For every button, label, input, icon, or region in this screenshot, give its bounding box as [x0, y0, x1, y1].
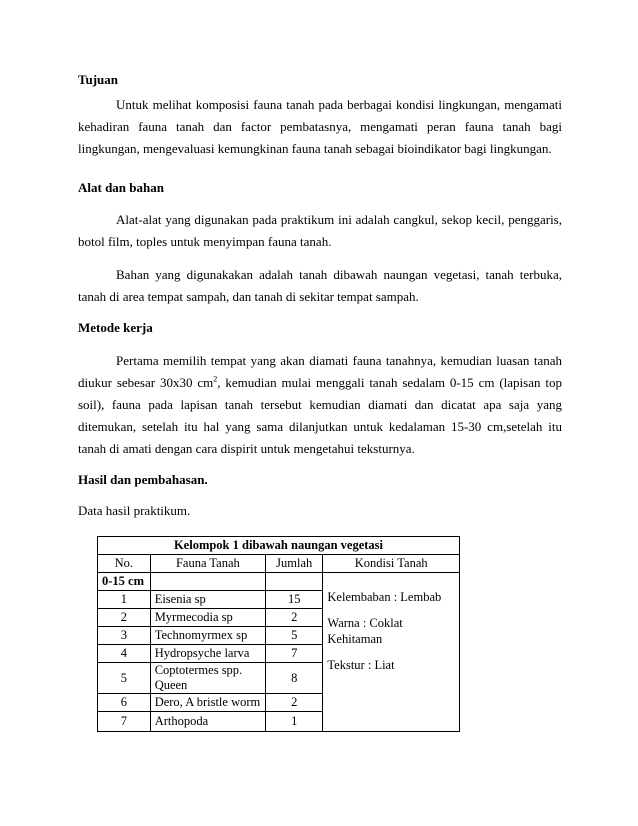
row-jumlah: 7 [266, 645, 323, 663]
kondisi-tekstur: Tekstur : Liat [327, 658, 395, 672]
metode-superscript: 2 [213, 374, 218, 384]
row-jumlah: 5 [266, 627, 323, 645]
row-jumlah: 2 [266, 609, 323, 627]
kondisi-tanah-cell [323, 573, 460, 732]
column-header-no: No. [98, 555, 151, 573]
depth-label: 0-15 cm [98, 573, 151, 591]
row-fauna: Myrmecodia sp [150, 609, 265, 627]
table-title: Kelompok 1 dibawah naungan vegetasi [98, 537, 460, 555]
heading-tujuan: Tujuan [78, 72, 118, 87]
paragraph-bahan: Bahan yang digunakakan adalah tanah dibawah naungan vegetasi, tanah terbuka, tanah di area tempat sampah, dan tanah di sekitar tempat sampah. [78, 267, 562, 304]
column-header-kondisi: Kondisi Tanah [323, 555, 460, 573]
row-no: 6 [98, 694, 151, 712]
heading-alat-bahan: Alat dan bahan [78, 180, 164, 195]
row-no: 7 [98, 712, 151, 732]
row-fauna: Coptotermes spp. Queen [150, 663, 265, 694]
paragraph-tujuan: Untuk melihat komposisi fauna tanah pada berbagai kondisi lingkungan, mengamati kehadiran fauna tanah dan factor pembatasnya, mengamati peran fauna tanah bagi lingkungan, mengevaluasi kemungkinan fauna tanah sebagai bioindikator bagi lingkungan. [78, 97, 562, 156]
row-no: 4 [98, 645, 151, 663]
heading-hasil: Hasil dan pembahasan. [78, 472, 208, 487]
subtitle-data-hasil: Data hasil praktikum. [78, 503, 191, 518]
row-fauna: Dero, A bristle worm [150, 694, 265, 712]
paragraph-metode [78, 350, 562, 460]
column-header-jumlah: Jumlah [266, 555, 323, 573]
metode-text-a: Pertama memilih tempat yang akan diamati fauna tanahnya, kemudian luasan tanah diukur sebesar 30x30 cm [78, 353, 562, 390]
row-fauna: Hydropsyche larva [150, 645, 265, 663]
heading-metode-kerja: Metode kerja [78, 320, 153, 335]
row-no: 5 [98, 663, 151, 694]
row-fauna: Arthopoda [150, 712, 265, 732]
results-table [97, 536, 460, 732]
kondisi-kelembaban: Kelembaban : Lembab [327, 590, 442, 604]
row-jumlah: 2 [266, 694, 323, 712]
kondisi-warna: Warna : Coklat Kehitaman [327, 616, 403, 646]
row-fauna: Eisenia sp [150, 591, 265, 609]
row-jumlah: 1 [266, 712, 323, 732]
row-no: 3 [98, 627, 151, 645]
table-cell [266, 573, 323, 591]
row-fauna: Technomyrmex sp [150, 627, 265, 645]
row-jumlah: 8 [266, 663, 323, 694]
metode-text-b: , kemudian mulai menggali tanah sedalam 0-15 cm (lapisan top soil), fauna pada lapisan tanah tersebut kemudian diamati dan dicatat apa saja yang ditemukan, setelah itu hal yang sama dilanjutkan untuk kedalaman 15-30 cm,setelah itu tanah di amati dengan cara dispirit untuk mengetahui teksturnya. [78, 375, 562, 456]
column-header-fauna: Fauna Tanah [150, 555, 265, 573]
row-no: 2 [98, 609, 151, 627]
table-cell [150, 573, 265, 591]
paragraph-alat: Alat-alat yang digunakan pada praktikum ini adalah cangkul, sekop kecil, penggaris, botol film, toples untuk menyimpan fauna tanah. [78, 212, 562, 249]
row-jumlah: 15 [266, 591, 323, 609]
row-no: 1 [98, 591, 151, 609]
